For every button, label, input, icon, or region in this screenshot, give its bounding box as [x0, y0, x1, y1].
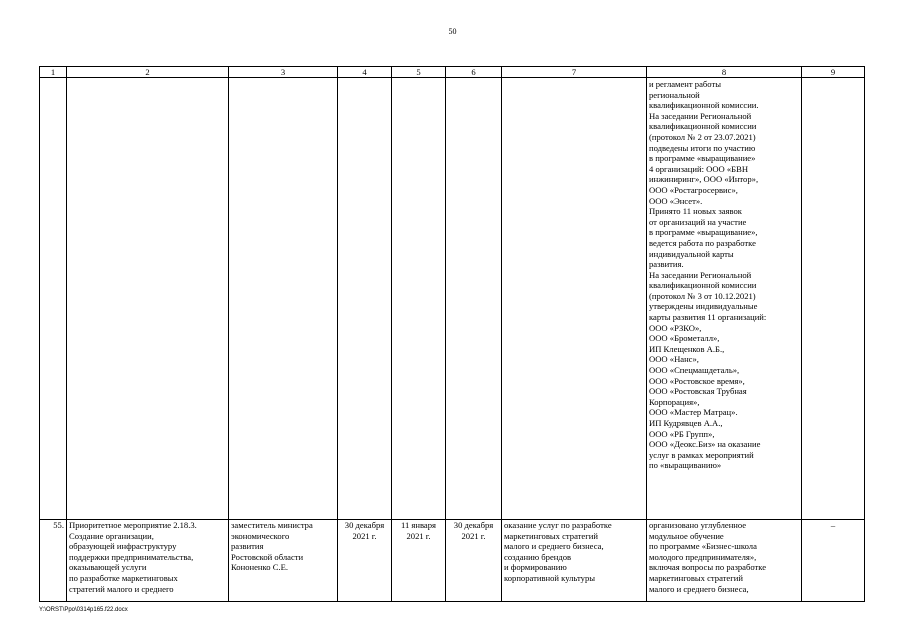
cell-empty	[338, 78, 392, 520]
report-table	[39, 66, 865, 602]
results-text	[649, 78, 799, 471]
cell-empty	[392, 78, 446, 520]
text-line: и регламент работы	[649, 79, 722, 89]
column-number-2: 2	[67, 67, 229, 78]
cell-empty	[502, 78, 647, 520]
text-line: маркетинговых стратегий	[649, 572, 743, 583]
text-line: инжиниринг», ООО «Интор»,	[649, 174, 759, 185]
expected-result-text	[504, 520, 644, 584]
text-line: корпоративной культуры	[504, 572, 596, 583]
column-number-9: 9	[802, 67, 865, 78]
text-line: заместитель министра	[231, 520, 313, 530]
text-line: ООО «Ростовская Трубная	[649, 386, 747, 397]
text-line: по разработке маркетинговых	[69, 572, 178, 583]
text-line: ООО «Ростовское время»,	[649, 375, 745, 386]
text-line: ведется работа по разработке	[649, 237, 756, 248]
text-line: от организаций на участие	[649, 216, 747, 227]
text-line: по «выращиванию»	[649, 460, 722, 471]
text-line: маркетинговых стратегий	[504, 530, 598, 541]
text-line: модульное обучение	[649, 530, 724, 541]
start-date-text	[394, 520, 443, 541]
cell-responsible	[229, 520, 338, 602]
text-line: в программе «выращивание»,	[649, 227, 758, 238]
column-number-5: 5	[392, 67, 446, 78]
text-line: квалификационной комиссии.	[649, 100, 759, 111]
text-line: Приоритетное мероприятие 2.18.3.	[69, 520, 197, 530]
text-line: Принято 11 новых заявок	[649, 206, 742, 217]
text-line: включая вопросы по разработке	[649, 562, 767, 573]
text-line: ООО «Ростагросервис»,	[649, 184, 738, 195]
cell-empty	[67, 78, 229, 520]
cell-expected-result	[502, 520, 647, 602]
text-line: утверждены индивидуальные	[649, 301, 758, 312]
text-line: стратегий малого и среднего	[69, 583, 174, 594]
text-line: ООО «РЗКО»,	[649, 322, 702, 333]
text-line: 4 организаций: ООО «БВН	[649, 163, 749, 174]
text-line: На заседании Региональной	[649, 269, 752, 280]
column-number-6: 6	[446, 67, 502, 78]
text-line: 2021 г.	[352, 530, 377, 541]
text-line: 30 декабря	[453, 520, 494, 530]
text-line: услуг в рамках мероприятий	[649, 449, 754, 460]
text-line: 2021 г.	[406, 530, 431, 541]
text-line: ООО «Мастер Матрац».	[649, 407, 738, 418]
planned-date-text	[340, 520, 389, 541]
cell-empty	[802, 78, 865, 520]
text-line: квалификационной комиссии	[649, 121, 757, 132]
cell-event-name	[67, 520, 229, 602]
text-line: организовано углубленное	[649, 520, 747, 530]
text-line: подведены итоги по участию	[649, 142, 756, 153]
cell-empty	[40, 78, 67, 520]
responsible-text	[231, 520, 335, 573]
file-path-footer: Y:\ORST\Ppo\0314p165.f22.docx	[39, 607, 128, 613]
text-line: ООО «Спецмашдеталь»,	[649, 365, 740, 376]
text-line: развития	[231, 541, 264, 552]
text-line: Корпорация»,	[649, 396, 700, 407]
column-number-1: 1	[40, 67, 67, 78]
text-line: ООО «Нанс»,	[649, 354, 699, 365]
column-number-8: 8	[647, 67, 802, 78]
text-line: созданию брендов	[504, 551, 572, 562]
text-line: На заседании Региональной	[649, 110, 752, 121]
text-line: образующей инфраструктуру	[69, 541, 177, 552]
cell-end-date	[446, 520, 502, 602]
text-line: квалификационной комиссии	[649, 280, 757, 291]
cell-empty	[446, 78, 502, 520]
cell-actual-result	[647, 520, 802, 602]
text-line: карты развития 11 организаций:	[649, 312, 767, 323]
actual-result-text	[649, 520, 799, 594]
table-header-row	[40, 67, 865, 78]
text-line: (протокол № 3 от 10.12.2021)	[649, 290, 756, 301]
text-line: ООО «РБ Групп»,	[649, 428, 715, 439]
text-line: ИП Клещенков А.Б.,	[649, 343, 725, 354]
text-line: ООО «Брометалл»,	[649, 333, 720, 344]
table-row-continuation	[40, 78, 865, 520]
cell-results-continued	[647, 78, 802, 520]
text-line: развития.	[649, 259, 684, 270]
cell-planned-date	[338, 520, 392, 602]
column-number-3: 3	[229, 67, 338, 78]
text-line: малого и среднего бизнеса,	[504, 541, 604, 552]
column-number-4: 4	[338, 67, 392, 78]
cell-notes: –	[802, 520, 865, 602]
text-line: оказание услуг по разработке	[504, 520, 612, 530]
row-number: 55.	[40, 520, 67, 602]
text-line: Создание организации,	[69, 530, 154, 541]
text-line: поддержки предпринимательства,	[69, 551, 194, 562]
column-number-7: 7	[502, 67, 647, 78]
text-line: ООО «Энсет».	[649, 195, 703, 206]
text-line: малого и среднего бизнеса,	[649, 583, 749, 594]
text-line: Ростовской области	[231, 551, 304, 562]
table-row-55	[40, 520, 865, 602]
event-name-text	[69, 520, 226, 594]
cell-empty	[229, 78, 338, 520]
text-line: (протокол № 2 от 23.07.2021)	[649, 131, 756, 142]
text-line: и формированию	[504, 562, 567, 573]
text-line: 2021 г.	[461, 530, 486, 541]
text-line: ИП Кудрявцев А.А.,	[649, 418, 723, 428]
text-line: по программе «Бизнес-школа	[649, 541, 757, 552]
text-line: в программе «выращивание»	[649, 153, 756, 164]
text-line: Кононенко С.Е.	[231, 562, 288, 573]
cell-start-date	[392, 520, 446, 602]
text-line: региональной	[649, 89, 700, 100]
text-line: индивидуальной карты	[649, 248, 734, 259]
end-date-text	[448, 520, 499, 541]
text-line: молодого предпринимателя»,	[649, 551, 757, 562]
text-line: 11 января	[401, 520, 436, 530]
text-line: 30 декабря	[344, 520, 385, 530]
text-line: ООО «Деокс.Биз» на оказание	[649, 439, 761, 450]
text-line: экономического	[231, 530, 290, 541]
page-number: 50	[448, 27, 457, 36]
text-line: оказывающей услуги	[69, 562, 147, 573]
